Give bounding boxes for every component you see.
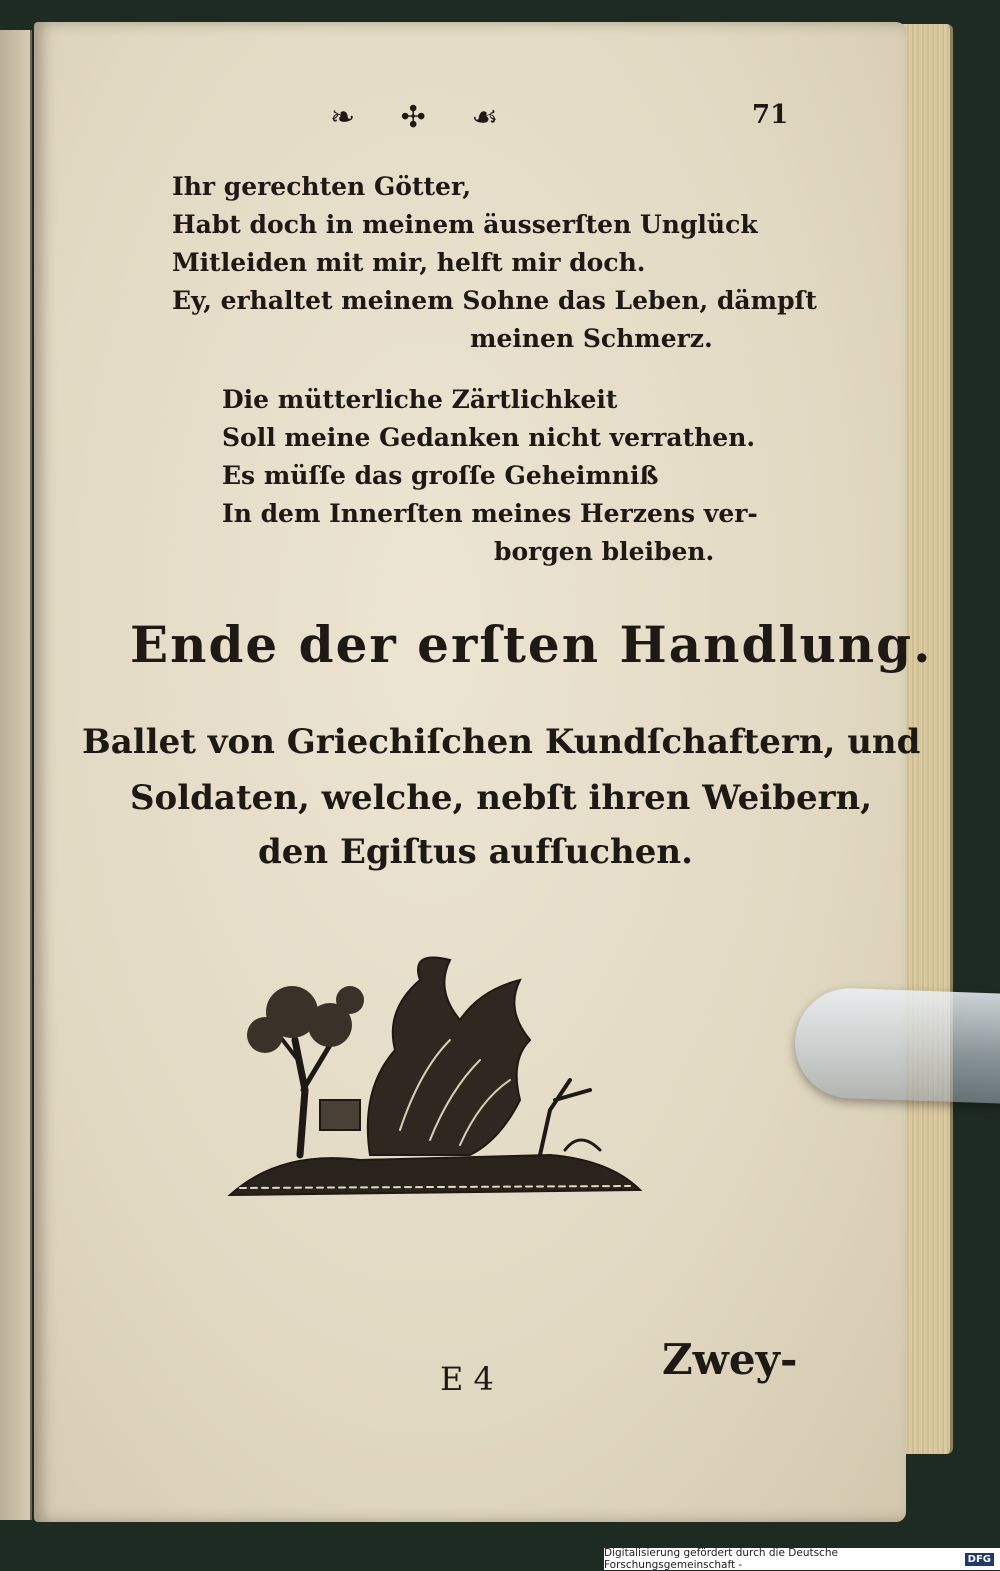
left-page-edge	[0, 30, 32, 1520]
dfg-logo: DFG	[965, 1553, 994, 1566]
ballet-line-1: Ballet von Griechiſchen Kundſchaftern, und	[82, 722, 921, 762]
verse1-line-4: Ey, erhaltet meinem Sohne das Leben, dämpſt	[172, 286, 817, 315]
verse1-line-3: Mitleiden mit mir, helft mir doch.	[172, 248, 646, 277]
verse2-line-5: borgen bleiben.	[494, 537, 715, 566]
page-holder-clip	[793, 986, 1000, 1103]
act-end-heading: Ende der erſten Handlung.	[130, 615, 933, 674]
page-number: 71	[752, 100, 789, 130]
landscape-vignette	[220, 950, 650, 1210]
verse2-line-2: Soll meine Gedanken nicht verrathen.	[222, 423, 756, 452]
book-page	[34, 22, 906, 1522]
footer-bar	[604, 1548, 1000, 1570]
catchword: Zwey-	[662, 1335, 798, 1384]
verse1-line-2: Habt doch in meinem äusserſten Unglück	[172, 210, 758, 239]
verse2-line-1: Die mütterliche Zärtlichkeit	[222, 385, 618, 414]
ballet-line-2: Soldaten, welche, nebſt ihren Weibern,	[130, 778, 873, 818]
verse1-line-1: Ihr gerechten Götter,	[172, 172, 472, 201]
signature-mark: E 4	[440, 1360, 494, 1398]
footer-text: Digitalisierung gefördert durch die Deutsche Forschungsgemeinschaft -	[604, 1547, 838, 1571]
header-ornament: ❧ ✣ ☙	[330, 100, 517, 135]
verse1-line-5: meinen Schmerz.	[470, 324, 713, 353]
verse2-line-3: Es müſſe das groſſe Geheimniß	[222, 461, 659, 490]
ballet-line-3: den Egiſtus aufſuchen.	[258, 832, 693, 872]
verse2-line-4: In dem Innerſten meines Herzens ver-	[222, 499, 758, 528]
